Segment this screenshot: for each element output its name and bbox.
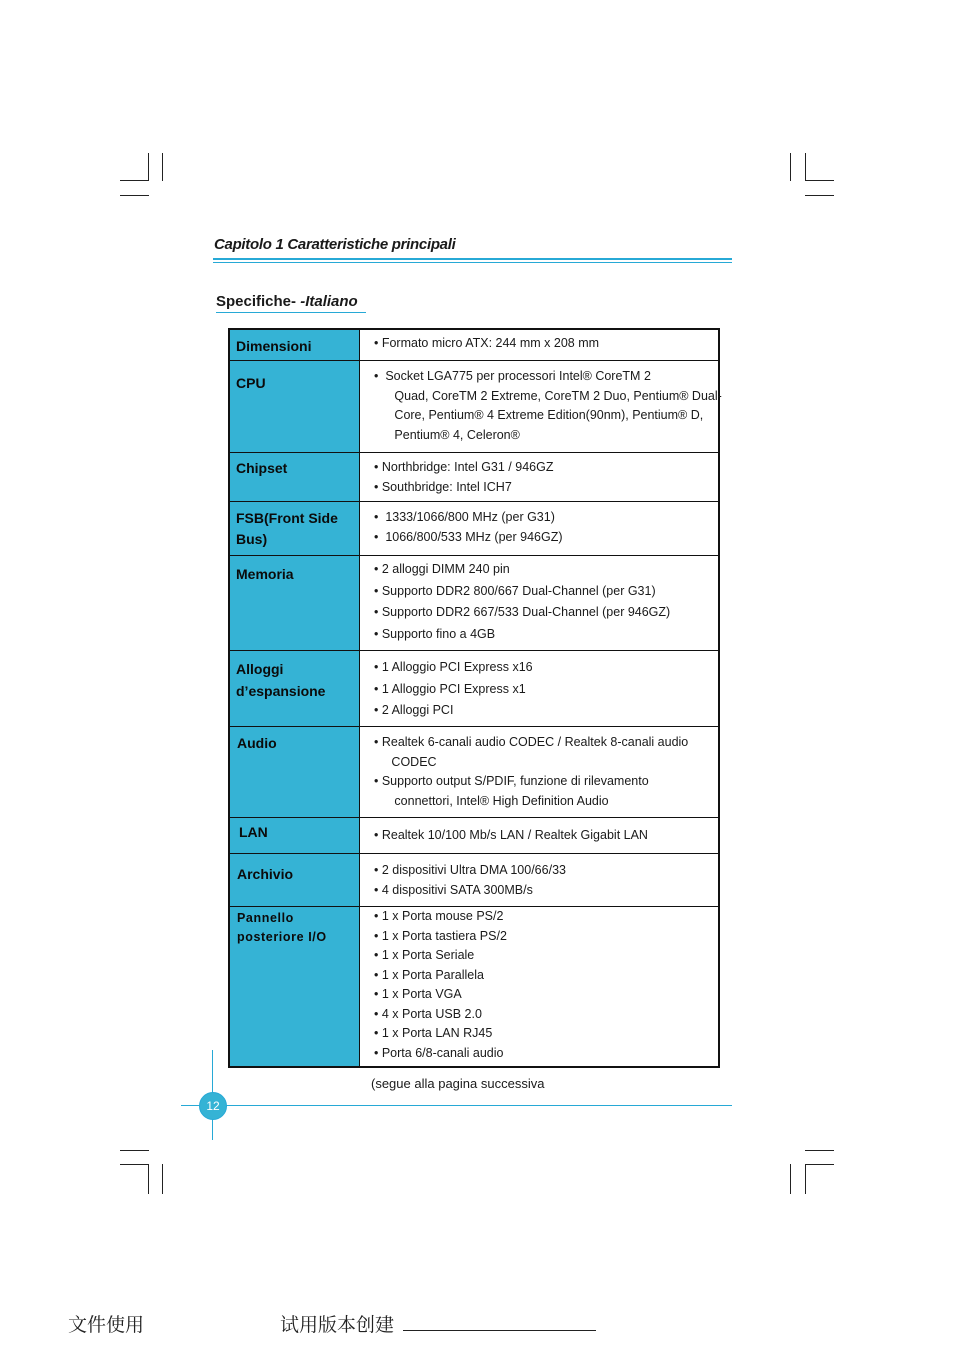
spec-value: • 1 Alloggio PCI Express x16 xyxy=(374,660,533,674)
spec-value: • Supporto fino a 4GB xyxy=(374,626,496,641)
spec-label xyxy=(230,818,360,853)
spec-value: connettori, Intel® High Definition Audio xyxy=(384,793,609,808)
spec-row-cpu xyxy=(230,361,722,453)
spec-value: • 1 x Porta Parallela xyxy=(374,967,484,982)
crop-mark xyxy=(805,1164,806,1194)
spec-label-line: posteriore I/O xyxy=(237,930,327,944)
spec-values xyxy=(374,334,714,354)
crop-mark xyxy=(120,1150,149,1151)
spec-label xyxy=(230,453,360,501)
spec-row-fsb xyxy=(230,502,718,556)
crop-mark xyxy=(805,180,834,181)
spec-label xyxy=(230,854,360,906)
crop-mark xyxy=(162,1164,163,1194)
crop-mark xyxy=(805,195,834,196)
spec-label xyxy=(230,361,360,452)
spec-value: Pentium® 4, Celeron® xyxy=(384,427,520,442)
crop-mark xyxy=(805,153,806,181)
spec-value: • Formato micro ATX: 244 mm x 208 mm xyxy=(374,336,600,350)
spec-value: Quad, CoreTM 2 Extreme, CoreTM 2 Duo, Pentium® Dual- xyxy=(384,388,722,403)
spec-label xyxy=(230,651,360,726)
spec-label xyxy=(230,556,360,650)
spec-row-lan xyxy=(230,818,718,854)
spec-value: Core, Pentium® 4 Extreme Edition(90nm), Pentium® D, xyxy=(384,408,704,422)
spec-row-archivio xyxy=(230,854,718,907)
spec-values xyxy=(374,458,714,497)
spec-values xyxy=(374,907,714,1063)
spec-label-line: Audio xyxy=(237,735,277,751)
section-title-prefix: Specifiche- xyxy=(216,293,301,310)
section-rule xyxy=(216,312,366,313)
spec-value: • Southbridge: Intel ICH7 xyxy=(374,479,512,494)
chapter-rule xyxy=(213,258,732,260)
spec-table xyxy=(228,328,720,1068)
spec-value: • 4 x Porta USB 2.0 xyxy=(374,1006,482,1021)
spec-label-line: CPU xyxy=(236,375,266,391)
crop-mark xyxy=(805,1150,834,1151)
spec-row-memoria xyxy=(230,556,718,651)
spec-label xyxy=(230,907,360,1066)
footer-signature-line xyxy=(403,1330,596,1331)
section-title-language: -Italiano xyxy=(300,293,358,310)
spec-row-pannello xyxy=(230,907,718,1066)
crop-mark xyxy=(148,153,149,181)
footer-left-text: 文件使用 xyxy=(68,1314,145,1336)
crop-mark xyxy=(162,153,163,181)
spec-label xyxy=(230,502,360,555)
spec-value: CODEC xyxy=(381,754,437,769)
spec-value: • 2 Alloggi PCI xyxy=(374,703,454,717)
footer-rule xyxy=(181,1105,732,1106)
spec-row-dimensioni xyxy=(230,330,718,361)
spec-value: • 1066/800/533 MHz (per 946GZ) xyxy=(374,529,563,544)
spec-label xyxy=(230,330,360,360)
page-number: 12 xyxy=(199,1092,227,1120)
spec-value: • Supporto DDR2 800/667 Dual-Channel (per G31) xyxy=(374,583,656,598)
spec-value: • Realtek 10/100 Mb/s LAN / Realtek Gigabit LAN xyxy=(374,828,648,842)
chapter-title: Capitolo 1 Caratteristiche principali xyxy=(214,236,456,253)
spec-label-line: Bus) xyxy=(236,531,268,547)
spec-label-line: Chipset xyxy=(236,460,288,476)
spec-label-line: Alloggi xyxy=(236,661,284,677)
spec-label-line: Archivio xyxy=(237,866,294,882)
spec-values xyxy=(374,367,722,445)
crop-mark xyxy=(805,1164,834,1165)
spec-label xyxy=(230,727,360,817)
spec-value: • Socket LGA775 per processori Intel® CoreTM 2 xyxy=(374,369,651,383)
footer-right-text: 试用版本创建 xyxy=(280,1314,395,1336)
crop-mark xyxy=(148,1164,149,1194)
section-title xyxy=(216,293,358,310)
spec-value: • Northbridge: Intel G31 / 946GZ xyxy=(374,460,554,474)
spec-values xyxy=(374,559,714,645)
crop-mark xyxy=(120,195,149,196)
spec-value: • 1 x Porta LAN RJ45 xyxy=(374,1026,493,1040)
spec-value: • Realtek 6-canali audio CODEC / Realtek 8-canali audio xyxy=(374,735,689,749)
spec-value: • Porta 6/8-canali audio xyxy=(374,1045,504,1060)
spec-row-alloggi xyxy=(230,651,718,727)
spec-values xyxy=(374,861,714,900)
chapter-rule xyxy=(213,262,732,263)
spec-values xyxy=(374,826,714,846)
crop-mark xyxy=(790,153,791,181)
spec-value: • 1333/1066/800 MHz (per G31) xyxy=(374,510,555,524)
spec-value: • 2 dispositivi Ultra DMA 100/66/33 xyxy=(374,863,566,877)
spec-label-line: FSB(Front Side xyxy=(236,510,338,526)
spec-value: • Supporto output S/PDIF, funzione di rilevamento xyxy=(374,774,649,788)
spec-value: • 2 alloggi DIMM 240 pin xyxy=(374,562,510,576)
crop-mark xyxy=(120,180,149,181)
spec-label-line: Dimensioni xyxy=(236,338,312,354)
spec-label-line: d’espansione xyxy=(236,683,326,699)
spec-value: • 1 x Porta tastiera PS/2 xyxy=(374,928,507,943)
spec-values xyxy=(374,657,714,722)
crop-mark xyxy=(120,1164,149,1165)
spec-values xyxy=(374,733,714,811)
spec-value: • 4 dispositivi SATA 300MB/s xyxy=(374,882,533,897)
spec-label-line: LAN xyxy=(239,824,268,840)
spec-value: • 1 Alloggio PCI Express x1 xyxy=(374,681,526,696)
spec-value: • 1 x Porta mouse PS/2 xyxy=(374,909,504,923)
continued-note: (segue alla pagina successiva xyxy=(371,1076,545,1091)
spec-label-line: Memoria xyxy=(236,566,294,582)
spec-row-chipset xyxy=(230,453,718,502)
spec-label-line: Pannello xyxy=(237,911,294,925)
spec-row-audio xyxy=(230,727,718,818)
spec-value: • Supporto DDR2 667/533 Dual-Channel (per 946GZ) xyxy=(374,605,671,619)
crop-mark xyxy=(790,1164,791,1194)
spec-values xyxy=(374,508,714,547)
spec-value: • 1 x Porta VGA xyxy=(374,987,462,1001)
spec-value: • 1 x Porta Seriale xyxy=(374,948,475,962)
